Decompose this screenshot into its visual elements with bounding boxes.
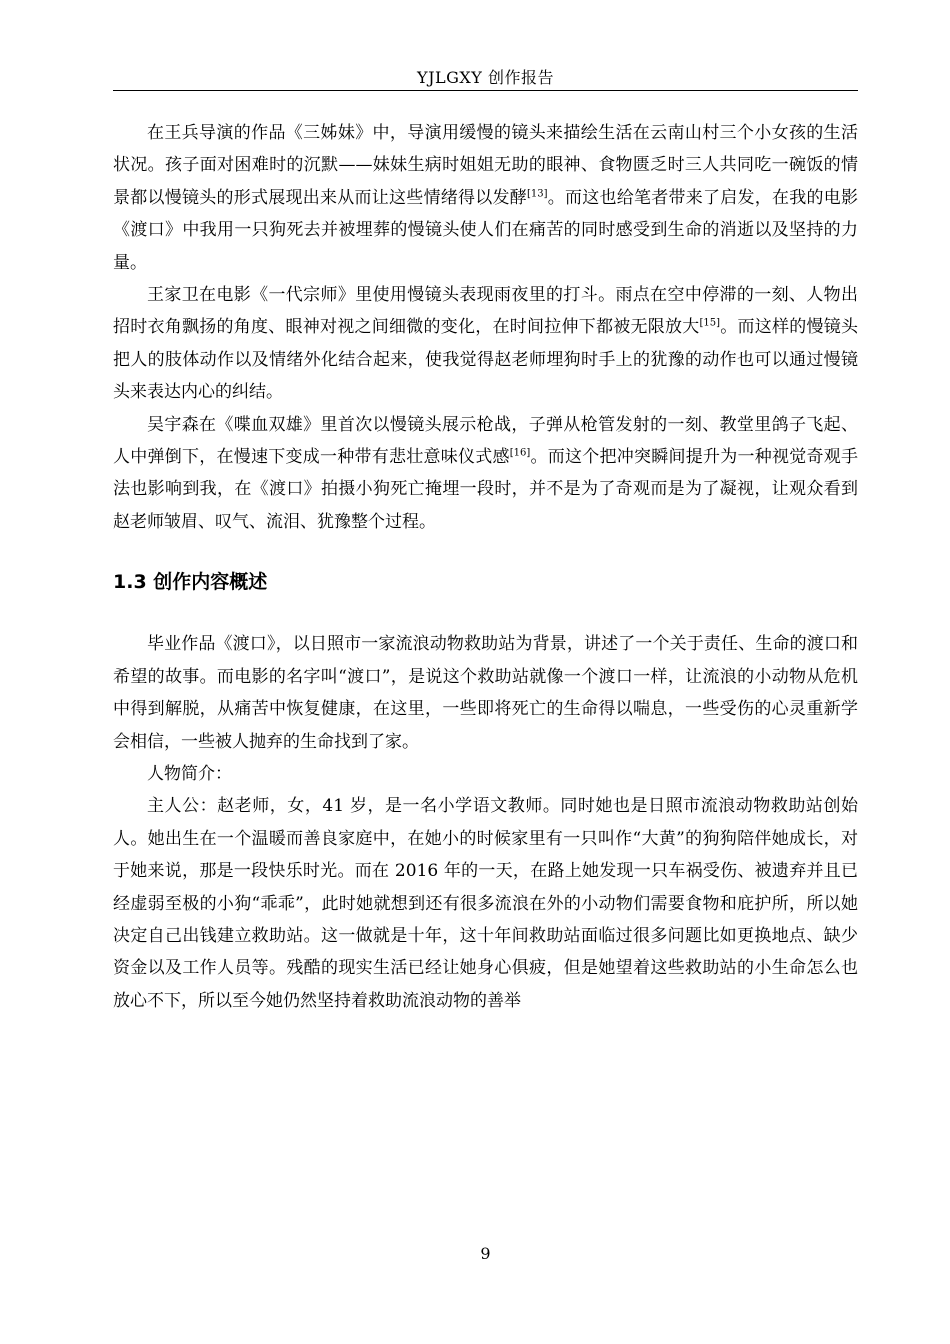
paragraph-john-woo bbox=[113, 409, 858, 539]
section-heading: 1.3 创作内容概述 bbox=[113, 571, 268, 594]
paragraph-overview: 毕业作品《渡口》，以日照市一家流浪动物救助站为背景，讲述了一个关于责任、生命的渡口和希望的故事。而电影的名字叫“渡口”，是说这个救助站就像一个渡口一样，让流浪的小动物从危机中得到解脱，从痛苦中恢复健康，在这里，一些即将死亡的生命得以喘息，一些受伤的心灵重新学会相信，一些被人抛弃的生命找到了家。 bbox=[113, 634, 858, 752]
paragraph-text: 。而这样的慢镜头把人的肢体动作以及情绪外化结合起来，使我觉得赵老师埋狗时手上的犹豫的动作也可以通过慢镜头来表达内心的纠结。 bbox=[113, 317, 859, 403]
citation-ref: [16] bbox=[509, 447, 531, 459]
page-header: YJLGXY 创作报告 bbox=[417, 68, 554, 87]
paragraph-text: 。而这个把冲突瞬间提升为一种视觉奇观手法也影响到我，在《渡口》拍摄小狗死亡掩埋一段时，并不是为了奇观而是为了凝视，让观众看到赵老师皱眉、叹气、流泪、犹豫整个过程。 bbox=[113, 447, 859, 532]
header-divider bbox=[113, 90, 858, 91]
document-body bbox=[113, 117, 858, 1017]
paragraph-wang-bing bbox=[113, 117, 858, 279]
paragraph-text: 王家卫在电影《一代宗师》里使用慢镜头表现雨夜里的打斗。雨点在空中停滞的一刻、人物出招时衣角飘扬的角度、眼神对视之间细微的变化，在时间拉伸下都被无限放大 bbox=[113, 285, 858, 338]
paragraph-wong-kar-wai bbox=[113, 279, 858, 409]
paragraph-text: 。而这也给笔者带来了启发，在我的电影《渡口》中我用一只狗死去并被埋葬的慢镜头使人们在痛苦的同时感受到生命的消逝以及坚持的力量。 bbox=[113, 187, 859, 273]
page-number: 9 bbox=[480, 1244, 491, 1263]
citation-ref: [13] bbox=[526, 188, 548, 200]
citation-ref: [15] bbox=[699, 317, 721, 329]
paragraph-text: 吴宇森在《喋血双雄》里首次以慢镜头展示枪战，子弹从枪管发射的一刻、教堂里鸽子飞起、人中弹倒下，在慢速下变成一种带有悲壮意味仪式感 bbox=[113, 414, 858, 468]
paragraph-text: 在王兵导演的作品《三姊妹》中，导演用缓慢的镜头来描绘生活在云南山村三个小女孩的生活状况。孩子面对困难时的沉默——妹妹生病时姐姐无助的眼神、食物匮乏时三人共同吃一碗饭的情景都以慢镜头的形式展现出来从而让这些情绪得以发酵 bbox=[113, 123, 858, 208]
paragraph-character-intro-label: 人物简介： bbox=[147, 763, 232, 784]
paragraph-protagonist: 主人公：赵老师，女，41 岁，是一名小学语文教师。同时她也是日照市流浪动物救助站创始人。她出生在一个温暖而善良家庭中，在她小的时候家里有一只叫作“大黄”的狗狗陪伴她成长，对于她来说，那是一段快乐时光。而在 2016 年的一天，在路上她发现一只车祸受伤、被遗弃并且已经虚弱至极的小狗“乖乖”，此时她就想到还有很多流浪在外的小动物们需要食物和庇护所，所以她决定自己出钱建立救助站。这一做就是十年，这十年间救助站面临过很多问题比如更换地点、缺少资金以及工作人员等。残酷的现实生活已经让她身心俱疲，但是她望着这些救助站的小生命怎么也放心不下，所以至今她仍然坚持着救助流浪动物的善举 bbox=[113, 796, 858, 1011]
